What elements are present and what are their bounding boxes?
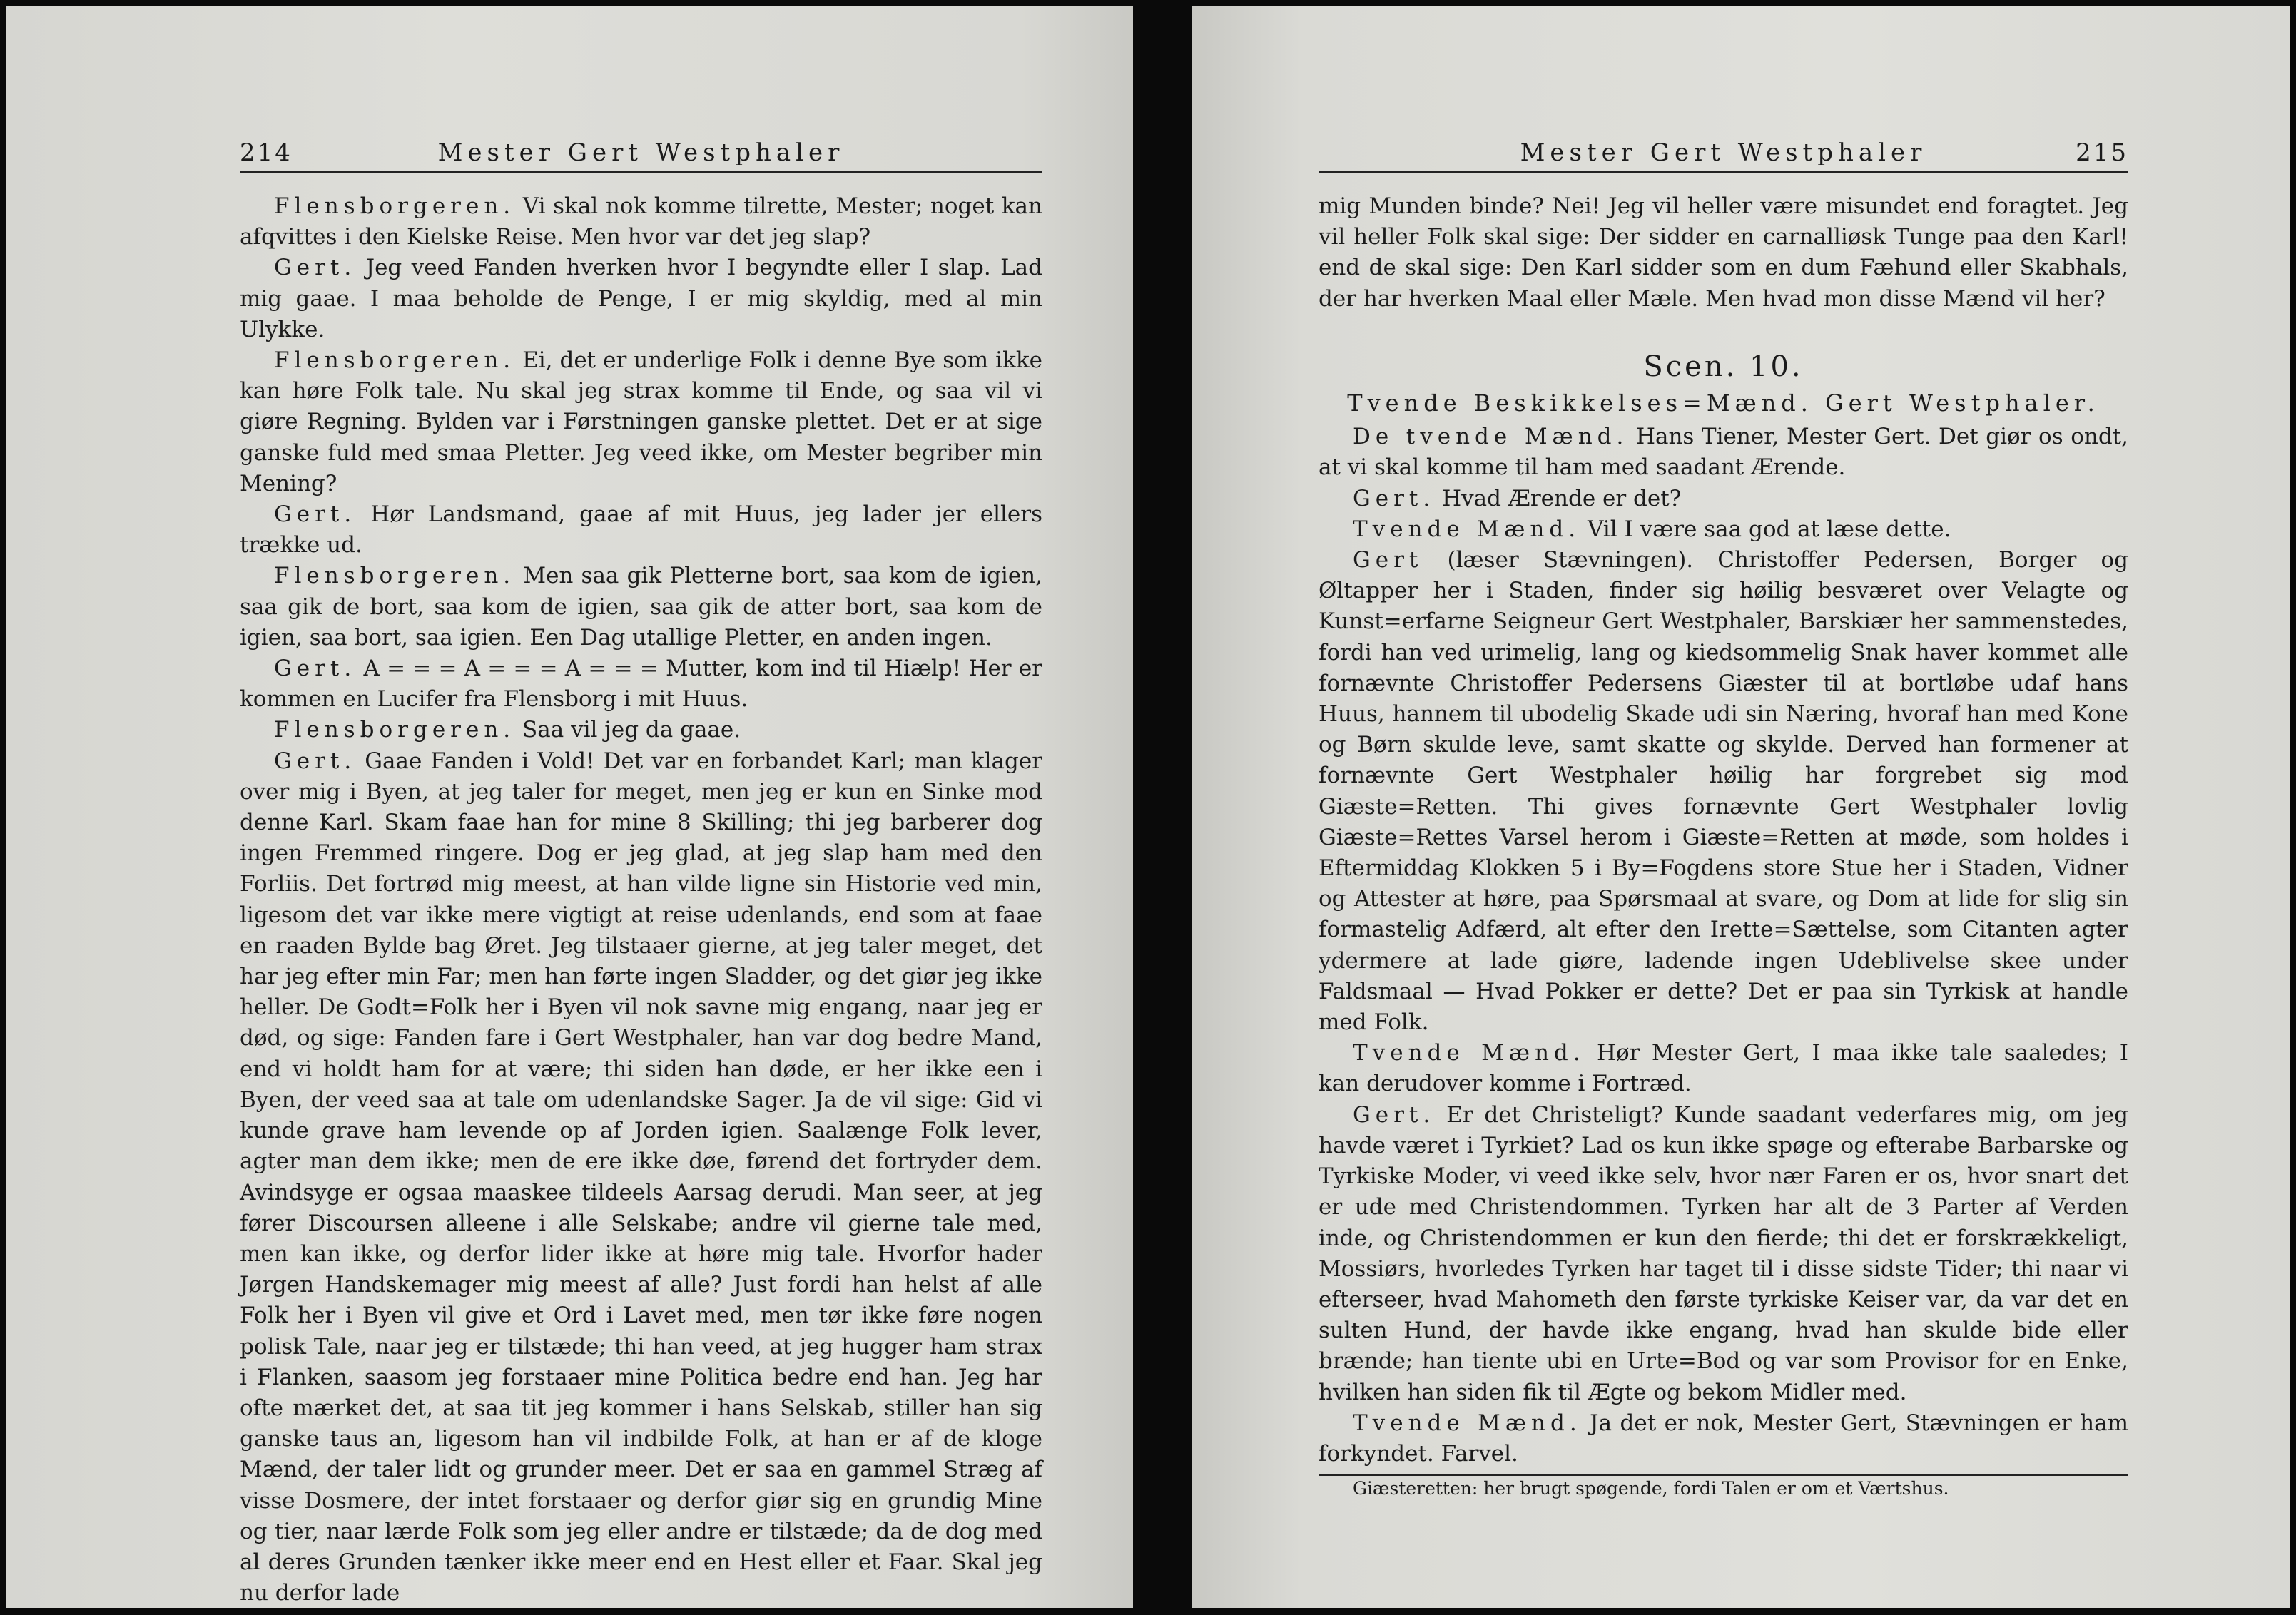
paragraph (1319, 1038, 2128, 1099)
speaker-name: Flensborgeren. (274, 347, 516, 374)
paragraph (1319, 1100, 2128, 1408)
paragraph (240, 715, 1042, 745)
left-page-number: 214 (240, 138, 293, 167)
speaker-name: Tvende Mænd. (1353, 1040, 1585, 1066)
speech-text: A = = = A = = = A = = = Mutter, kom ind til Hiælp! Her er kommen en Lucifer fra Flensborg i mit Huus. (240, 656, 1042, 713)
speech-text: Saa vil jeg da gaae. (515, 717, 741, 743)
speech-text: Er det Christeligt? Kunde saadant vederfares mig, om jeg havde været i Tyrkiet? Lad os kun ikke spøge og efterabe Barbarske og Tyrkiske Moder, vi veed ikke selv, hvor nær Faren er os, hvor snart det er ude med Christendommen. Tyrken har alt de 3 Parter af Verden inde, og Christendommen er kun den fierde; thi det er forskrækkeligt, Mossiørs, hvorledes Tyrken har taget til i disse sidste Tider; thi naar vi efterseer, hvad Mahometh den første tyrkiske Keiser var, da var det en sulten Hund, der havde ikke engang, hvad han skulde bide eller brænde; han tiente ubi en Urte=Bod og var som Provisor for en Enke, hvilken han siden fik til Ægte og bekom Midler med. (1319, 1101, 2128, 1405)
left-page-header (240, 136, 1042, 173)
speaker-name: Flensborgeren. (274, 563, 516, 589)
cast-line: Tvende Beskikkelses=Mænd. Gert Westphaler. (1347, 389, 2100, 417)
right-page-header (1319, 136, 2128, 173)
speech-text: Vil I være saa god at læse dette. (1580, 516, 1951, 542)
right-page-body (1319, 191, 2128, 1502)
speech-text: Hans Tiener, Mester Gert. Det giør os ondt, at vi skal komme til ham med saadant Ærende. (1319, 424, 2128, 481)
speech-text: Hvad Ærende er det? (1435, 485, 1682, 511)
speaker-name: Gert. (274, 501, 357, 528)
paragraph (1319, 484, 2128, 514)
speaker-name: De tvende Mænd. (1353, 424, 1629, 450)
paragraph (1319, 545, 2128, 1038)
paragraph (240, 561, 1042, 653)
paragraph (240, 253, 1042, 345)
continued-paragraph: mig Munden binde? Nei! Jeg vil heller være misundet end foragtet. Jeg vil heller Folk skal sige: Der sidder en carnalliøsk Tunge paa den Karl! end de skal sige: Den Karl sidder som en dum Fæhund eller Skabhals, der har hverken Maal eller Mæle. Men hvad mon disse Mænd vil her? (1319, 193, 2128, 312)
right-running-title: Mester Gert Westphaler (1520, 138, 1927, 167)
speech-text: Hør Mester Gert, I maa ikke tale saaledes; I kan derudover komme i Fortræd. (1319, 1040, 2128, 1097)
left-page-body (240, 191, 1042, 1608)
speech-text: (læser Stævningen). Christoffer Pedersen, Borger og Øltapper her i Staden, finder sig høilig besværet over Velagte og Kunst=erfarne Seigneur Gert Westphaler, Barskiær her sammenstedes, fordi han ved urimelig, lang og kiedsommelig Snak haver kommet alle fornævnte Christoffer Pedersens Giæster til at bortløbe udaf hans Huus, hannem til ubodelig Skade udi sin Næring, hvoraf han med Kone og Børn skulde leve, samt skatte og skylde. Derved han formener at fornævnte Gert Westphaler høilig har forgrebet sig mod Giæste=Retten. Thi gives fornævnte Gert Westphaler lovlig Giæste=Rettes Varsel herom i Giæste=Retten at møde, som holdes i Eftermiddag Klokken 5 i By=Fogdens store Stue her i Staden, Vidner og Attester at høre, paa Spørsmaal at svare, og Dom at lide for slig sin formastelig Adfærd, alt efter den Irette=Sættelse, som Citanten agter ydermere at lade giøre, ladende ingen Udeblivelse skee under Faldsmaal — Hvad Pokker er dette? Det er paa sin Tyrkisk at handle med Folk. (1319, 547, 2128, 1036)
speaker-name: Gert. (1353, 1101, 1436, 1128)
footnote: Giæsteretten: her brugt spøgende, fordi Talen er om et Værtshus. (1353, 1478, 1949, 1499)
right-page-number: 215 (2076, 138, 2128, 167)
speaker-name: Gert (1353, 547, 1423, 574)
left-running-title: Mester Gert Westphaler (437, 138, 845, 167)
speech-text: Vi skal nok komme tilrette, Mester; noget kan afqvittes i den Kielske Reise. Men hvor var det jeg slap? (240, 193, 1042, 250)
paragraph (1319, 514, 2128, 545)
paragraph (1319, 1408, 2128, 1469)
paragraph (240, 653, 1042, 715)
speech-text: Jeg veed Fanden hverken hvor I begyndte eller I slap. Lad mig gaae. I maa beholde de Penge, I er mig skyldig, med al min Ulykke. (240, 255, 1042, 342)
speech-text: Ja det er nok, Mester Gert, Stævningen er ham forkyndet. Farvel. (1319, 1410, 2129, 1467)
speech-text: Hør Landsmand, gaae af mit Huus, jeg lader jer ellers trække ud. (240, 501, 1042, 559)
paragraph (240, 499, 1042, 561)
paragraph (240, 746, 1042, 1608)
speaker-name: Flensborgeren. (274, 193, 516, 219)
paragraph (240, 345, 1042, 499)
left-page (6, 6, 1133, 1608)
speech-text: Gaae Fanden i Vold! Det var en forbandet Karl; man klager over mig i Byen, at jeg taler for meget, men jeg er kun en Sinke mod denne Karl. Skam faae han for mine 8 Skilling; thi jeg barberer dog ingen Fremmed ringere. Dog er jeg glad, at jeg slap ham med den Forliis. Det fortrød mig meest, at han vilde ligne sin Historie ved min, ligesom det var ikke mere vigtigt at reise udenlands, end som at faae en raaden Bylde bag Øret. Jeg tilstaaer gierne, at jeg taler meget, det har jeg efter min Far; men han førte ingen Sladder, og det giør jeg ikke heller. De Godt=Folk her i Byen vil nok savne mig engang, naar jeg er død, og sige: Fanden fare i Gert Westphaler, han var dog bedre Mand, end vi holdt ham for at være; thi siden han døde, er her ikke een i Byen, der veed saa at tale om udenlandske Sager. Ja de vil sige: Gid vi kunde grave ham levende op af Jorden igien. Saalænge Folk lever, agter man dem ikke; men de ere ikke døe, førend det fortryder dem. Avindsyge er ogsaa maaskee tildeels Aarsag derudi. Man seer, at jeg fører Discoursen alleene i alle Selskabe; andre vil gierne tale med, men kan ikke, og derfor lider ikke at høre mig tale. Hvorfor hader Jørgen Handskemager mig meest af alle? Just fordi han helst af alle Folk her i Byen vil give et Ord i Lavet med, men tør ikke føre nogen polisk Tale, naar jeg er tilstæde; thi han veed, at jeg hugger ham strax i Flanken, saasom jeg forstaaer mine Politica bedre end han. Jeg har ofte mærket det, at saa tit jeg kommer i hans Selskab, stiller han sig ganske taus an, ligesom han vil indbilde Folk, at han er af de kloge Mænd, der taler lidt og grunder meer. Det er saa en gammel Stræg af visse Dosmere, der intet forstaaer og derfor giør sig en grundig Mine og tier, naar lærde Folk som jeg eller andre er tilstæde; da de dog med al deres Grunden tænker ikke meer end en Hest eller et Faar. Skal jeg nu derfor lade (240, 748, 1042, 1606)
speaker-name: Gert. (274, 656, 357, 682)
paragraph (1319, 422, 2128, 483)
speaker-name: Tvende Mænd. (1353, 1410, 1582, 1436)
right-page (1192, 6, 2290, 1608)
speech-text: Men saa gik Pletterne bort, saa kom de igien, saa gik de bort, saa kom de igien, saa gik de atter bort, saa kom de igien, saa bort, saa igien. Een Dag utallige Pletter, en anden ingen. (240, 563, 1042, 651)
speaker-name: Gert. (274, 255, 357, 281)
paragraph (240, 191, 1042, 253)
speech-text: Ei, det er underlige Folk i denne Bye som ikke kan høre Folk tale. Nu skal jeg strax komme til Ende, og saa vil vi giøre Regning. Bylden var i Førstningen ganske plettet. Det er at sige ganske fuld med smaa Pletter. Jeg veed ikke, om Mester begriber min Mening? (240, 347, 1042, 496)
speaker-name: Gert. (274, 748, 357, 774)
speaker-name: Gert. (1353, 485, 1436, 511)
scene-heading: Scen. 10. (1643, 350, 1804, 383)
speaker-name: Tvende Mænd. (1353, 516, 1581, 542)
speaker-name: Flensborgeren. (274, 717, 516, 743)
